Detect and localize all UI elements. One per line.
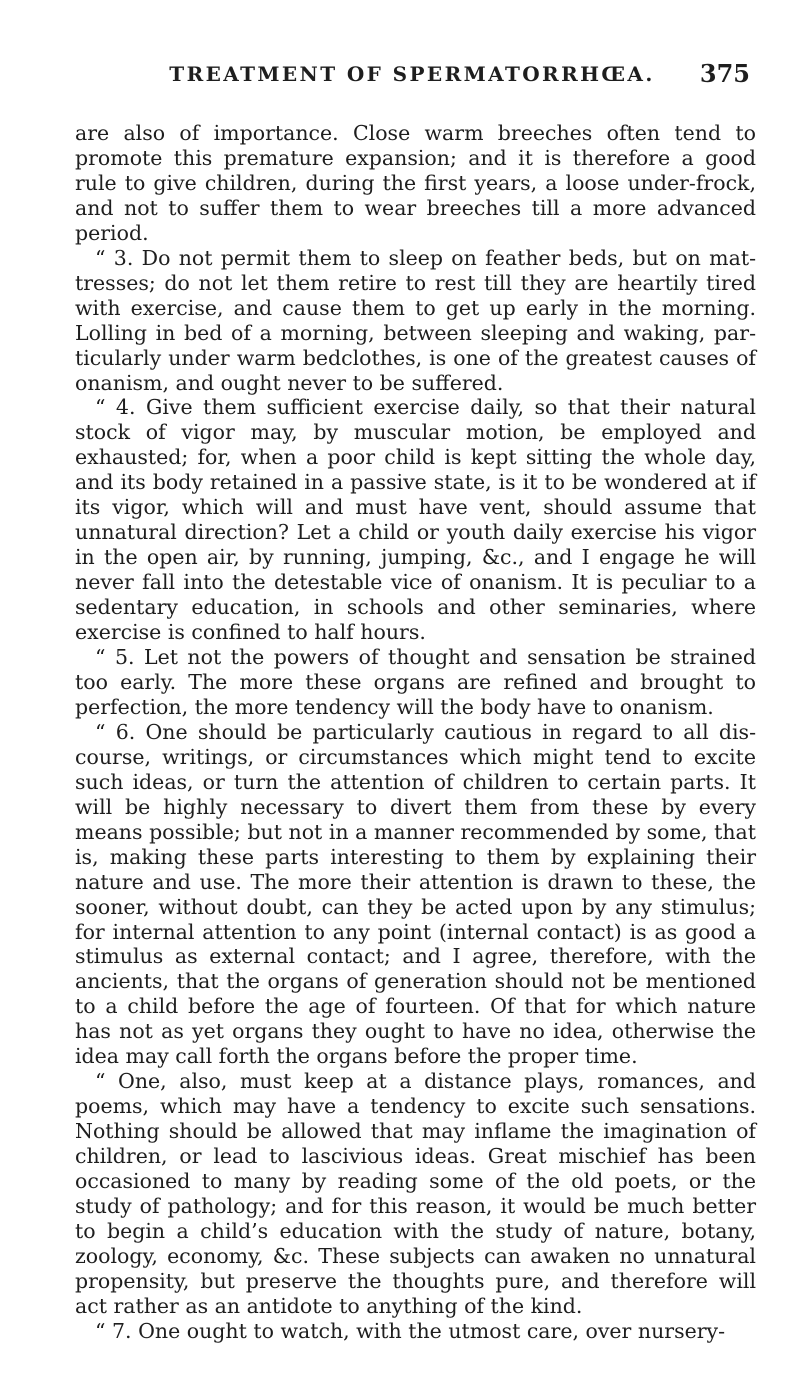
paragraph-rule-6: “ 6. One should be particularly cautious in regard to all discourse, writings, or circumstances which might tend to excite such ideas, or turn the attention of children to certain parts. It will be highly necessary to divert them from these by every means possible; but not in a manner recommended by some, that is, making these parts interesting to them by explaining their nature and use. The more their attention is drawn to these, the sooner, without doubt, can they be acted upon by any stimulus; for internal attention to any point (internal contact) is as good a stimulus as external contact; and I agree, therefore, with the ancients, that the organs of generation should not be mentioned to a child before the age of fourteen. Of that for which nature has not as yet organs they ought to have no idea, otherwise the idea may call forth the organs before the proper time.	[75, 719, 756, 1069]
paragraph-continuation: are also of importance. Close warm breeches often tend to promote this premature expansion; and it is therefore a good rule to give children, during the first years, a loose under-frock, and not to suffer them to wear breeches till a more advanced period.	[75, 121, 756, 245]
paragraph-rule-3: “ 3. Do not permit them to sleep on feather beds, but on mattresses; do not let them retire to rest till they are heartily tired with exercise, and cause them to get up early in the morning. Lolling in bed of a morning, between sleeping and waking, particularly under warm bedclothes, is one of the greatest causes of onanism, and ought never to be suffered.	[75, 245, 756, 395]
running-head	[72, 58, 752, 92]
paragraph-rule-7: “ 7. One ought to watch, with the utmost care, over nursery-	[95, 1318, 726, 1343]
running-title: TREATMENT OF SPERMATORRHŒA.	[169, 62, 655, 86]
page-number: 375	[699, 59, 750, 88]
paragraph-rule-5: “ 5. Let not the powers of thought and sensation be strained too early. The more these organs are refined and brought to perfection, the more tendency will the body have to onanism.	[75, 645, 756, 719]
paragraph-rule-4: “ 4. Give them sufficient exercise daily, so that their natural stock of vigor may, by muscular motion, be employed and exhausted; for, when a poor child is kept sitting the whole day, and its body retained in a passive state, is it to be wondered at if its vigor, which will and must have vent, should assume that unnatural direction? Let a child or youth daily exercise his vigor in the open air, by running, jumping, &c., and I engage he will never fall into the detestable vice of onanism. It is peculiar to a sedentary education, in schools and other seminaries, where exercise is confined to half hours.	[75, 395, 756, 645]
body-text	[75, 121, 756, 1344]
paragraph-plays-romances: “ One, also, must keep at a distance plays, romances, and poems, which may have a tendency to excite such sensations. Nothing should be allowed that may inflame the imagination of children, or lead to lascivious ideas. Great mischief has been occasioned to many by reading some of the old poets, or the study of pathology; and for this reason, it would be much better to begin a child’s education with the study of nature, botany, zoology, economy, &c. These subjects can awaken no unnatural propensity, but preserve the thoughts pure, and therefore will act rather as an antidote to anything of the kind.	[75, 1069, 756, 1318]
